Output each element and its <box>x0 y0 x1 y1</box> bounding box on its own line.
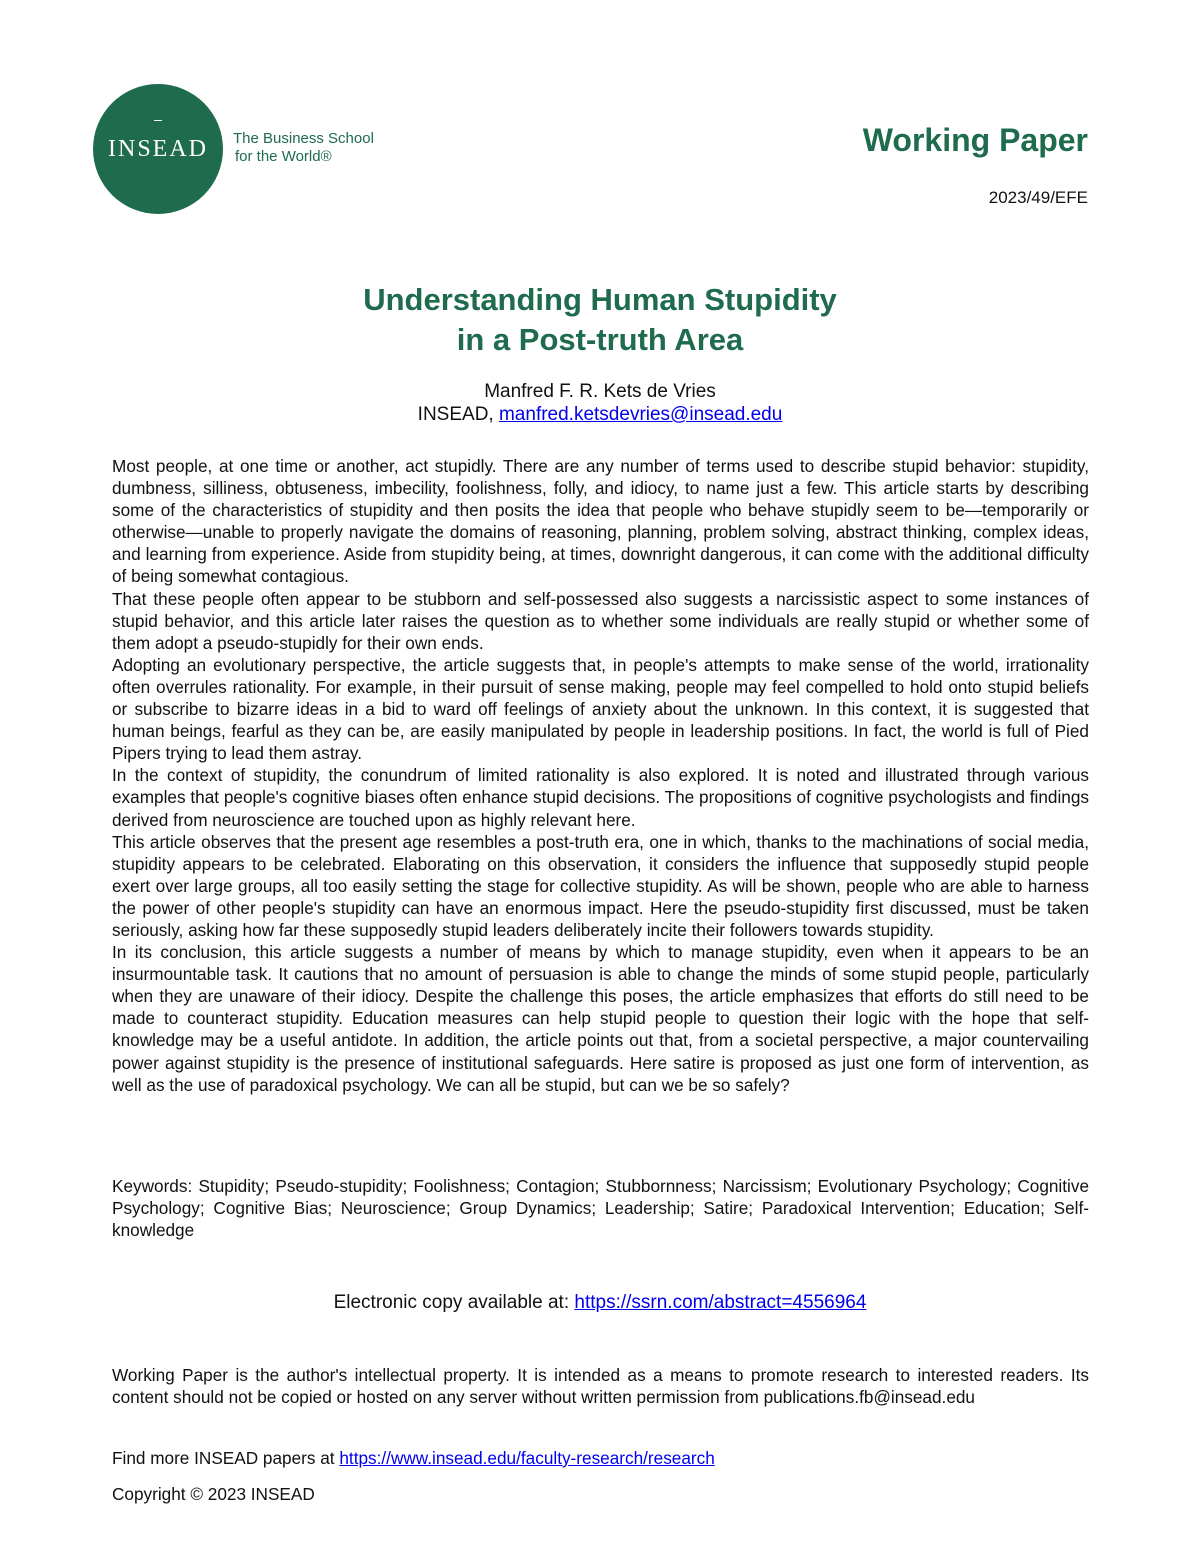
copyright: Copyright © 2023 INSEAD <box>112 1484 315 1504</box>
abstract-paragraph: Adopting an evolutionary perspective, the article suggests that, in people's attempts to make sense of the world, irrationality often overrules rationality. For example, in their pursuit of sense making, people may feel compelled to hold onto stupid beliefs or subscribe to bizarre ideas in a bid to ward off feelings of anxiety about the unknown. In this context, it is suggested that human beings, fearful as they can be, are easily manipulated by people in leadership positions. In fact, the world is full of Pied Pipers trying to lead them astray. <box>112 654 1089 764</box>
logo-tagline <box>233 130 374 166</box>
abstract-paragraph: In the context of stupidity, the conundrum of limited rationality is also explored. It is noted and illustrated through various examples that people's cognitive biases often enhance stupid decisions. The propositions of cognitive psychologists and findings derived from neuroscience are touched upon as highly relevant here. <box>112 765 1089 830</box>
tagline-line1: The Business School <box>233 130 374 147</box>
document-type: Working Paper <box>862 122 1088 158</box>
title-line1: Understanding Human Stupidity <box>363 282 837 317</box>
logo-mark <box>154 115 162 121</box>
insead-research-link[interactable]: https://www.insead.edu/faculty-research/research <box>339 1448 715 1468</box>
abstract-paragraph: Most people, at one time or another, act stupidly. There are any number of terms used to describe stupid behavior: stupidity, dumbness, silliness, obtuseness, imbecility, foolishness, folly, and idiocy, to name just a few. This article starts by describing some of the characteristics of stupidity and then posits the idea that people who behave stupidly seem to be—temporarily or otherwise—unable to properly navigate the domains of reasoning, planning, problem solving, abstract thinking, complex ideas, and learning from experience. Aside from stupidity being, at times, downright dangerous, it can come with the additional difficulty of being somewhat contagious. <box>112 456 1089 587</box>
author-email-link[interactable]: manfred.ketsdevries@insead.edu <box>498 404 783 425</box>
keywords: Keywords: Stupidity; Pseudo-stupidity; Foolishness; Contagion; Stubbornness; Narcissism; Evolutionary Psychology; Cognitive Psychology; Cognitive Bias; Neuroscience; Group Dynamics; Leadership; Satire; Paradoxical Intervention; Education; Self-knowledge <box>112 1176 1089 1241</box>
electronic-copy <box>0 1292 1200 1314</box>
copyright-notice: Working Paper is the author's intellectual property. It is intended as a means to promote research to interested readers. Its content should not be copied or hosted on any server without written permission from publications.fb@insead.edu <box>112 1365 1089 1408</box>
author-name: Manfred F. R. Kets de Vries <box>484 381 716 402</box>
title-line2: in a Post-truth Area <box>456 322 744 357</box>
author-affiliation-line <box>0 403 1200 426</box>
author-block <box>0 380 1200 426</box>
abstract-paragraph: That these people often appear to be stubborn and self-possessed also suggests a narcissistic aspect to some instances of stupid behavior, and this article later raises the question as to whether some individuals are really stupid or whether some of them adopt a pseudo-stupidly for their own ends. <box>112 588 1089 653</box>
paper-title <box>0 280 1200 360</box>
logo-wordmark: INSEAD <box>108 135 208 162</box>
abstract-paragraph: In its conclusion, this article suggests a number of means by which to manage stupidity, even when it appears to be an insurmountable task. It cautions that no amount of persuasion is able to change the minds of some stupid people, particularly when they are unaware of their idiocy. Despite the challenge this poses, the article emphasizes that efforts do still need to be made to counteract stupidity. Education measures can help stupid people to question their logic with the hope that self-knowledge may be a useful antidote. In addition, the article points out that, from a societal perspective, a major countervailing power against stupidity is the presence of institutional safeguards. Here satire is proposed as just one form of intervention, as well as the use of paradoxical psychology. We can all be stupid, but can we be so safely? <box>112 942 1089 1095</box>
electronic-copy-label: Electronic copy available at: <box>333 1292 575 1313</box>
more-papers-label: Find more INSEAD papers at <box>112 1448 340 1468</box>
ssrn-link[interactable]: https://ssrn.com/abstract=4556964 <box>574 1292 867 1313</box>
insead-logo <box>93 84 223 214</box>
author-affiliation: INSEAD, <box>417 404 499 425</box>
tagline-line2: for the World® <box>235 148 332 165</box>
document-number: 2023/49/EFE <box>988 188 1088 207</box>
abstract <box>112 455 1089 1096</box>
abstract-paragraph: This article observes that the present age resembles a post-truth era, one in which, thanks to the machinations of social media, stupidity appears to be celebrated. Elaborating on this observation, it considers the influence that supposedly stupid people exert over large groups, all too easily setting the stage for collective stupidity. As will be shown, people who are able to harness the power of other people's stupidity can have an enormous impact. Here the pseudo-stupidity first discussed, must be taken seriously, asking how far these supposedly stupid leaders deliberately incite their followers towards stupidity. <box>112 831 1089 940</box>
more-papers <box>112 1448 715 1469</box>
